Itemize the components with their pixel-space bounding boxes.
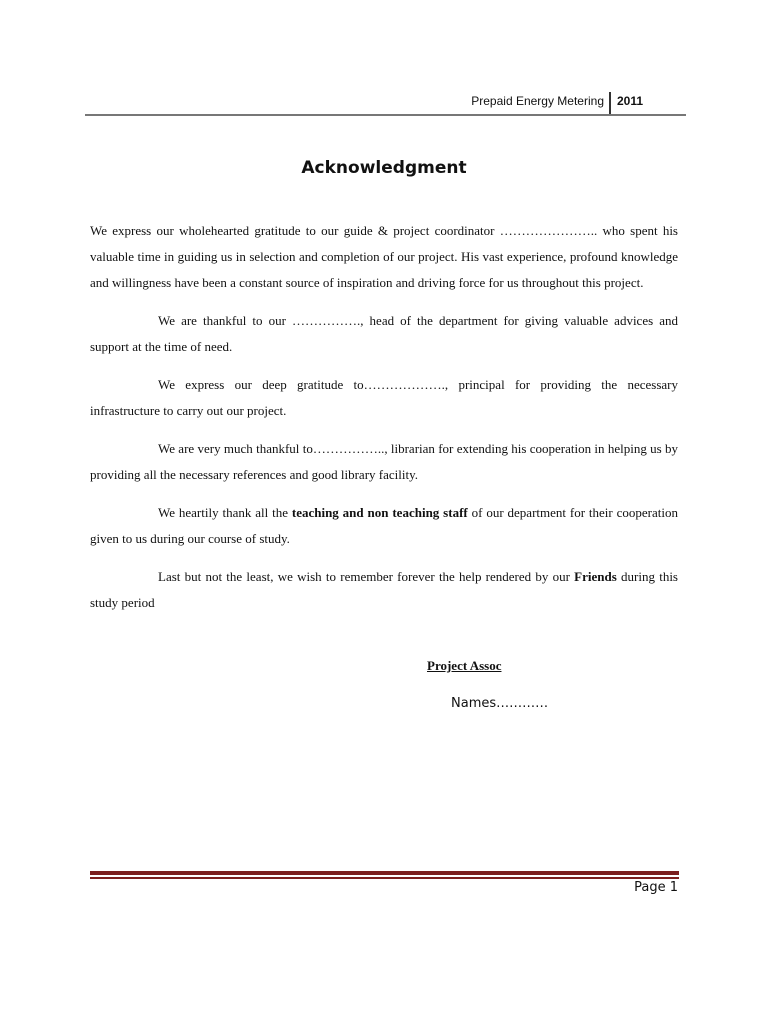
paragraph-hod: We are thankful to our ……………., head of the department for giving valuable advices and support at the time of need. <box>90 313 678 354</box>
signature-label: Project Assoc <box>427 658 502 673</box>
footer-rule-thin <box>90 877 679 879</box>
staff-text-end: of our department for their cooperation given to us during our course of study. <box>90 505 678 546</box>
header-year: 2011 <box>617 94 644 108</box>
header-separator <box>609 92 611 114</box>
friends-text-start: Last but not the least, we wish to remember forever the help rendered by our <box>158 569 575 584</box>
staff-text-start: We heartily thank all the <box>158 505 292 520</box>
document-body <box>90 218 678 628</box>
signature-names: Names………… <box>451 696 549 711</box>
page-number: Page 1 <box>634 880 678 895</box>
paragraph-friends <box>90 564 678 616</box>
page-title: Acknowledgment <box>301 158 467 178</box>
header-title: Prepaid Energy Metering <box>471 94 604 108</box>
paragraph-guide: We express our wholehearted gratitude to our guide & project coordinator ………………….. who spent his valuable time in guiding us in selection and completion of our project. His vast experience, profound knowledge and willingness have been a constant source of inspiration and driving force for us throughout this project. <box>90 223 678 290</box>
footer-rule-thick <box>90 871 679 875</box>
paragraph-staff <box>90 500 678 552</box>
friends-emphasis: Friends <box>574 569 617 584</box>
staff-emphasis: teaching and non teaching staff <box>291 505 468 520</box>
header-rule <box>85 114 686 116</box>
paragraph-principal: We express our deep gratitude to………………., principal for providing the necessary infrastructure to carry out our project. <box>90 377 678 418</box>
paragraph-librarian: We are very much thankful to…………….., librarian for extending his cooperation in helping us by providing all the necessary references and good library facility. <box>90 441 678 482</box>
friends-text-end: during this study period <box>90 569 678 610</box>
page-header <box>0 92 768 116</box>
